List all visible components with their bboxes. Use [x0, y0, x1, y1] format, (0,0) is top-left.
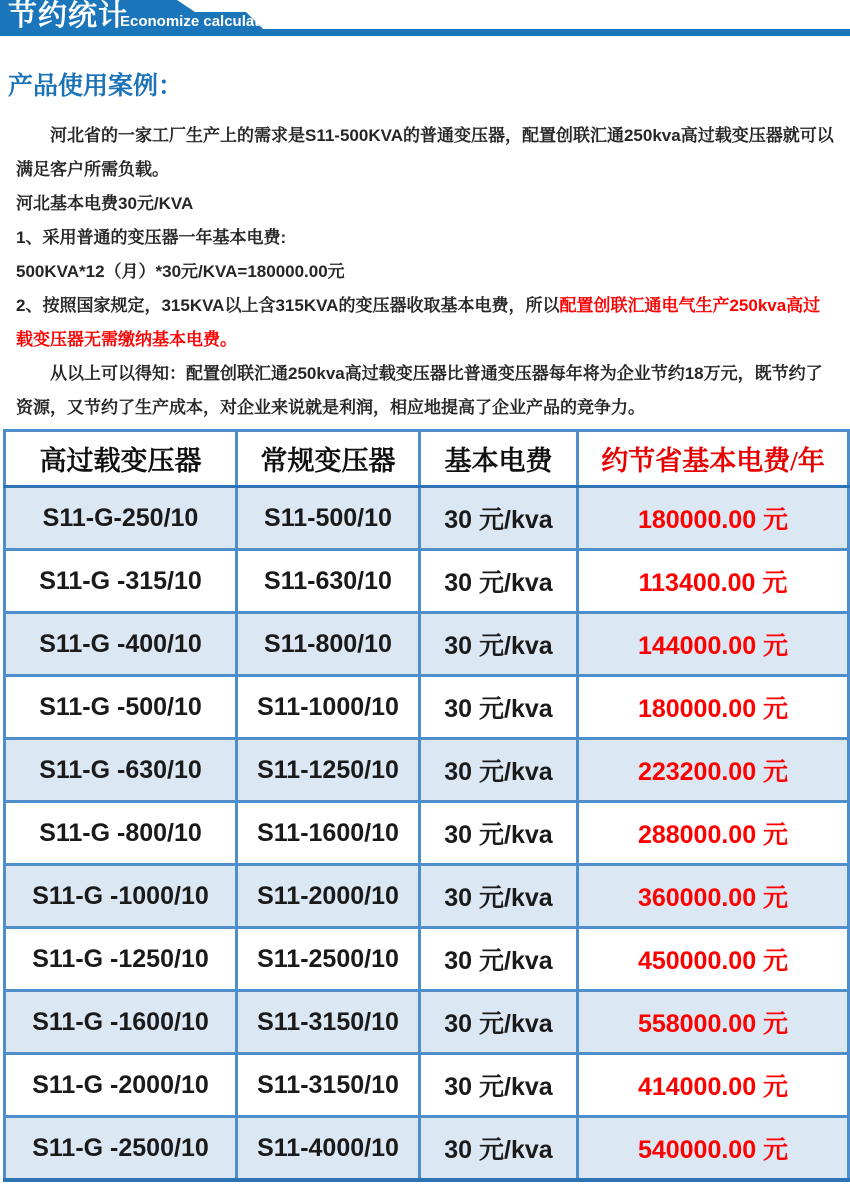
cell-high-overload-model: S11-G-250/10	[5, 487, 237, 550]
table-row	[5, 613, 849, 676]
cell-saving-per-year: 113400.00 元	[578, 550, 849, 613]
cell-regular-model: S11-4000/10	[237, 1117, 420, 1181]
header-regular: 常规变压器	[237, 431, 420, 487]
paragraph-item1: 1、采用普通的变压器一年基本电费:	[16, 228, 287, 247]
cell-base-fee: 30 元/kva	[420, 991, 578, 1054]
banner-subtitle: Economize calculation	[120, 13, 282, 30]
table-header-row	[5, 431, 849, 487]
cell-regular-model: S11-1600/10	[237, 802, 420, 865]
table-row	[5, 1117, 849, 1181]
cell-regular-model: S11-1000/10	[237, 676, 420, 739]
table-row	[5, 928, 849, 991]
cell-high-overload-model: S11-G -1250/10	[5, 928, 237, 991]
cell-high-overload-model: S11-G -1600/10	[5, 991, 237, 1054]
table-row	[5, 802, 849, 865]
cell-high-overload-model: S11-G -2000/10	[5, 1054, 237, 1117]
cell-saving-per-year: 360000.00 元	[578, 865, 849, 928]
cell-saving-per-year: 450000.00 元	[578, 928, 849, 991]
cell-high-overload-model: S11-G -800/10	[5, 802, 237, 865]
paragraph-base-fee: 河北基本电费30元/KVA	[16, 194, 194, 213]
cell-base-fee: 30 元/kva	[420, 613, 578, 676]
cell-high-overload-model: S11-G -1000/10	[5, 865, 237, 928]
case-description	[0, 119, 850, 425]
cell-regular-model: S11-3150/10	[237, 991, 420, 1054]
cell-saving-per-year: 180000.00 元	[578, 676, 849, 739]
cell-base-fee: 30 元/kva	[420, 802, 578, 865]
cell-base-fee: 30 元/kva	[420, 550, 578, 613]
header-high-overload: 高过载变压器	[5, 431, 237, 487]
cell-saving-per-year: 414000.00 元	[578, 1054, 849, 1117]
table-row	[5, 1054, 849, 1117]
banner-title: 节约统计	[8, 0, 129, 32]
cell-regular-model: S11-3150/10	[237, 1054, 420, 1117]
table-row	[5, 739, 849, 802]
cell-high-overload-model: S11-G -500/10	[5, 676, 237, 739]
cell-saving-per-year: 223200.00 元	[578, 739, 849, 802]
cell-high-overload-model: S11-G -2500/10	[5, 1117, 237, 1181]
header-banner	[0, 0, 850, 36]
cell-base-fee: 30 元/kva	[420, 1054, 578, 1117]
cell-base-fee: 30 元/kva	[420, 865, 578, 928]
cell-base-fee: 30 元/kva	[420, 676, 578, 739]
cell-high-overload-model: S11-G -630/10	[5, 739, 237, 802]
table-row	[5, 991, 849, 1054]
table-row	[5, 487, 849, 550]
cell-saving-per-year: 288000.00 元	[578, 802, 849, 865]
cell-base-fee: 30 元/kva	[420, 1117, 578, 1181]
cell-regular-model: S11-630/10	[237, 550, 420, 613]
header-base-fee: 基本电费	[420, 431, 578, 487]
item2-black-run: 2、按照国家规定，315KVA以上含315KVA的变压器收取基本电费，所以	[16, 296, 560, 315]
paragraph-formula: 500KVA*12（月）*30元/KVA=180000.00元	[16, 262, 345, 281]
cell-saving-per-year: 540000.00 元	[578, 1117, 849, 1181]
header-saving-per-year: 约节省基本电费/年	[578, 431, 849, 487]
cell-base-fee: 30 元/kva	[420, 487, 578, 550]
item2-red-run: 配置创联汇通电气生产250kva高过载变压器无需缴纳基本电费。	[16, 296, 821, 349]
table-row	[5, 865, 849, 928]
cell-saving-per-year: 180000.00 元	[578, 487, 849, 550]
paragraph-item2	[16, 289, 834, 357]
cell-regular-model: S11-2000/10	[237, 865, 420, 928]
cell-base-fee: 30 元/kva	[420, 739, 578, 802]
savings-table	[3, 429, 850, 1182]
paragraph-conclusion: 从以上可以得知：配置创联汇通250kva高过载变压器比普通变压器每年将为企业节约18万元，既节约了资源，又节约了生产成本，对企业来说就是利润，相应地提高了企业产品的竞争力。	[16, 364, 823, 417]
table-row	[5, 550, 849, 613]
table-row	[5, 676, 849, 739]
cell-regular-model: S11-800/10	[237, 613, 420, 676]
cell-base-fee: 30 元/kva	[420, 928, 578, 991]
cell-high-overload-model: S11-G -400/10	[5, 613, 237, 676]
cell-saving-per-year: 558000.00 元	[578, 991, 849, 1054]
cell-saving-per-year: 144000.00 元	[578, 613, 849, 676]
paragraph-case-intro: 河北省的一家工厂生产上的需求是S11-500KVA的普通变压器，配置创联汇通250kva高过载变压器就可以满足客户所需负载。	[16, 126, 834, 179]
cell-regular-model: S11-2500/10	[237, 928, 420, 991]
page-title: 产品使用案例：	[8, 73, 184, 100]
cell-regular-model: S11-500/10	[237, 487, 420, 550]
cell-high-overload-model: S11-G -315/10	[5, 550, 237, 613]
cell-regular-model: S11-1250/10	[237, 739, 420, 802]
